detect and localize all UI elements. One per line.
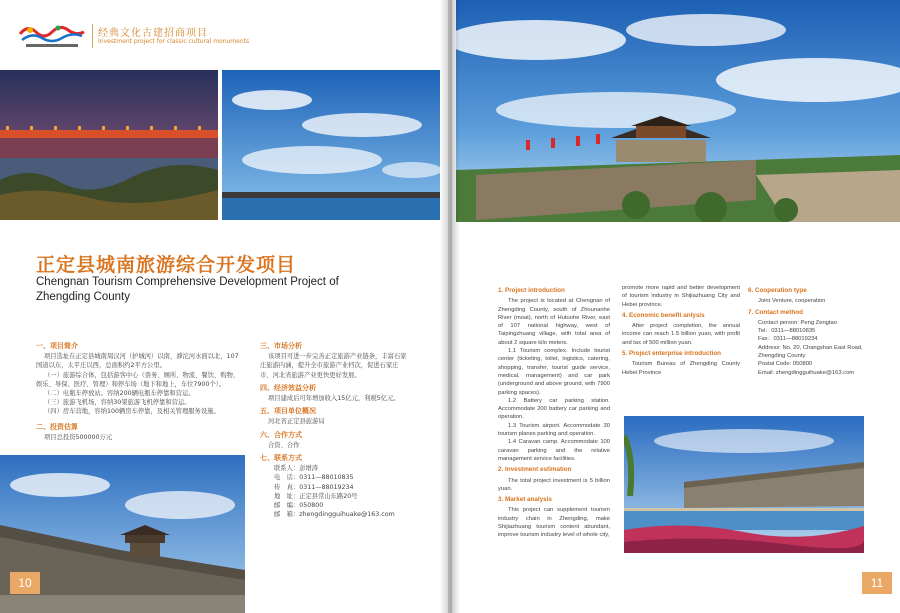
section-intro-para: 项目选址在正定县城南周汉河（护城河）以南，滹沱河水面以北，107国道以东，太平庄以西，总面积约2平方公里。 — [36, 353, 239, 370]
contact-row: 邮 编：050800 — [274, 502, 324, 510]
section-intro-para: （四）房车营地，容纳100辆房车停靠，及相关管理服务设施。 — [44, 408, 220, 416]
en-market-para: This project can supplement tourism industry chain in Zhengding, make Shijiazhuang tourism content abundant, improve tourism industry level of whole city, — [498, 507, 610, 539]
en-coop-heading: 6. Cooperation type — [748, 287, 807, 294]
section-coop-text: 合资、合作 — [268, 441, 300, 449]
page-number-right: 11 — [862, 572, 892, 594]
book-gutter — [440, 0, 460, 613]
en-enterprise-heading: 5. Project enterprise introduction — [622, 350, 722, 358]
en-intro-para: The project is located at Chengnan of Zhengding County, south of Zhounanhe River (moat), north of Hutuohe River, east of 107 national highway, west of Taipingzhuang village, with total area of about 2 square kilo meters. — [498, 298, 610, 346]
left-column-2 — [260, 338, 410, 519]
right-column-3 — [748, 284, 876, 377]
bridge-photo — [0, 70, 218, 220]
en-market-heading: 3. Market analysis — [498, 496, 552, 504]
section-unit-heading: 五、项目单位概况 — [260, 407, 316, 416]
section-intro-para: （二）电瓶车停放站。容纳200辆电瓶车停靠和营运。 — [44, 390, 195, 398]
header-title-cn: 经典文化古建招商项目 — [98, 28, 208, 39]
brand-logo — [18, 22, 86, 50]
contact-row: 联系人：彭增涛 — [274, 465, 319, 473]
section-market-text: 该项目可进一步完善正定旅游产业链条，丰富石家庄旅游内涵，提升全市旅游产业档次，促进石家庄市、河北省旅游产业更快更好发展。 — [260, 353, 407, 379]
en-intro-para: 1.4 Caravan camp. Accommodate 100 caravan parking and the relative management service facilities. — [498, 439, 610, 462]
en-contact-row: Contact person: Peng Zengtao — [758, 319, 837, 326]
wall-river-photo — [624, 416, 864, 553]
en-contact-row: Address: No. 20, Changshan East Road, Zhengding County — [758, 344, 863, 360]
right-column-1 — [498, 284, 610, 540]
en-contact-row: Postal Code: 050800 — [758, 361, 813, 368]
en-econ-para: After project completion, the annual income can reach 1.5 billion yuan, with profit and tax of 500 million yuan. — [622, 323, 740, 346]
en-enterprise-para: Tourism Bureau of Zhengding County Hebei Province — [622, 361, 740, 376]
contact-row: 地 址：正定县常山东路20号 — [274, 492, 358, 500]
en-intro-para: 1.3 Tourism airport. Accommodate 30 tourism planes parking and operation. — [498, 422, 610, 438]
section-invest-text: 项目总投资500000万元 — [44, 433, 113, 441]
contact-row: 传 真：0311—88019234 — [274, 483, 354, 491]
en-invest-heading: 2. Investment estimation — [498, 466, 572, 474]
page-number-left: 10 — [10, 572, 40, 594]
project-title-en: Chengnan Tourism Comprehensive Development Project of Zhengding County — [36, 276, 339, 303]
section-contact-heading: 七、联系方式 — [260, 454, 302, 463]
en-coop-text: Joint Venture, cooperation — [758, 298, 826, 305]
section-intro-para: （一）旅游综合体，包括游客中心（票务、厕所、物流、餐饮、购物、娱乐、导保、医疗、管理）和停车场（地下和地上，车位7900个）。 — [36, 371, 240, 388]
en-intro-para: 1.2 Battery car parking station. Accommodate 200 battery car parking and operation. — [498, 397, 610, 421]
en-intro-para: 1.1 Tourism complex. Include tourist center (ticketing, toilet, logistics, catering, shopping, transfer, tourist guide service, medical, management) and car park (underground and above ground, with 7900 parking spaces). — [498, 348, 610, 396]
left-page — [0, 0, 448, 613]
en-contact-row: Email: zhengdingguihuake@163.com — [758, 369, 855, 376]
section-intro-para: （三）旅游飞机场，容纳30架旅游飞机停靠和营运。 — [44, 399, 191, 407]
section-coop-heading: 六、合作方式 — [260, 430, 302, 439]
section-econ-heading: 四、经济效益分析 — [260, 383, 316, 392]
header-title-en: Investment project for classic cultural monuments — [98, 38, 250, 45]
en-contact-row: Fax：0311—88019234 — [758, 336, 818, 343]
header-divider — [92, 24, 93, 48]
right-column-2 — [622, 284, 740, 377]
section-market-heading: 三、市场分析 — [260, 342, 302, 350]
en-invest-para: The total project investment is 5 billion yuan. — [498, 477, 610, 492]
contact-row: 邮 箱：zhengdingguihuake@163.com — [274, 511, 395, 519]
en-market-para-cont: promote more rapid and better development of tourism industry in Shijiazhuang City and Hebei province. — [622, 285, 740, 308]
left-column-1 — [36, 338, 241, 442]
gate-tower-photo — [456, 0, 900, 222]
en-econ-heading: 4. Economic benefit anlysis — [622, 311, 705, 319]
project-title-cn: 正定县城南旅游综合开发项目 — [36, 254, 297, 276]
section-invest-heading: 二、投资估算 — [36, 422, 78, 431]
section-intro-heading: 一、项目简介 — [36, 342, 78, 350]
section-unit-text: 河北省正定县旅游局 — [268, 418, 325, 426]
en-contact-row: Tel：0311—88010835 — [758, 328, 816, 335]
en-contact-heading: 7. Contact method — [748, 308, 803, 316]
section-econ-text: 项目建成后可年增加收入15亿元，利税5亿元。 — [268, 395, 400, 403]
contact-row: 电 话：0311—88010835 — [274, 474, 354, 482]
right-page — [452, 0, 900, 613]
en-intro-heading: 1. Project introduction — [498, 287, 565, 294]
lake-sky-photo — [222, 70, 440, 220]
